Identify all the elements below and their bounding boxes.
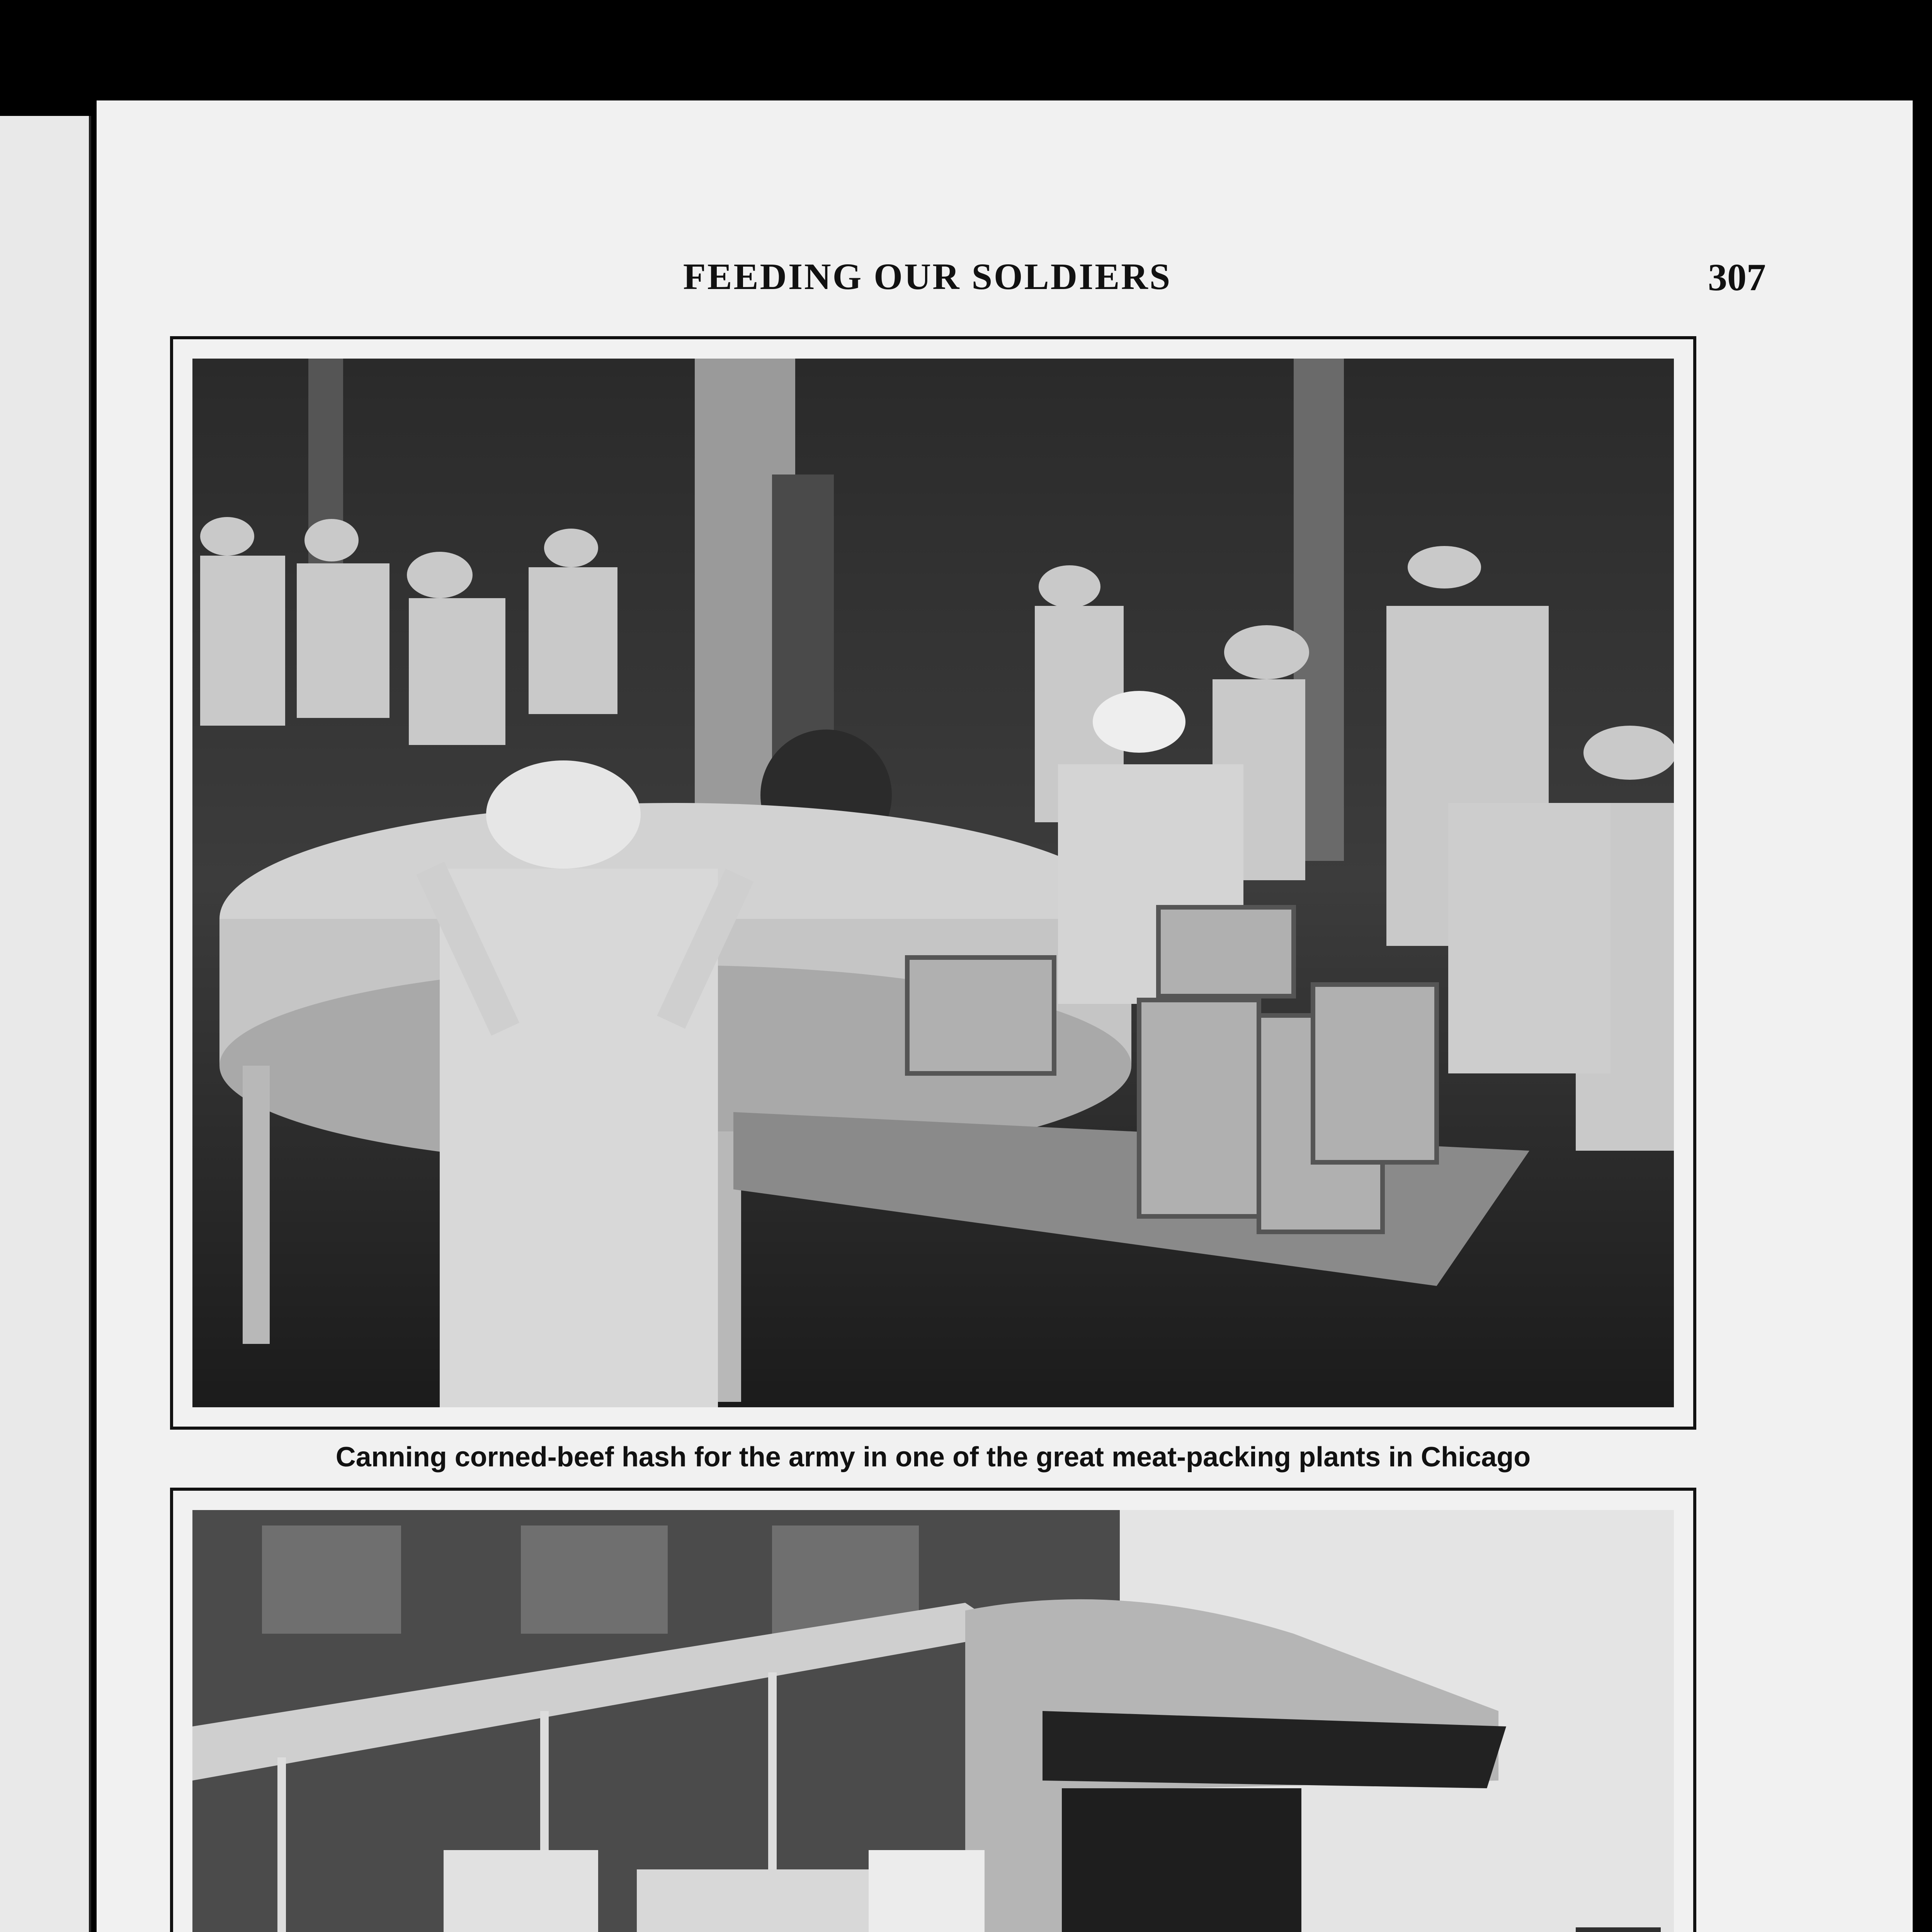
canning-factory-photo: [192, 359, 1674, 1407]
bread-maker-truck-photo: [192, 1510, 1674, 1932]
photo-frame-bread-truck: [170, 1488, 1696, 1932]
book-page: [97, 100, 1913, 1932]
bread-maker-truck-image: [192, 1510, 1674, 1932]
caption-canning: Canning corned-beef hash for the army in one of the great meat-packing plants in Chicago: [335, 1442, 1531, 1473]
running-title: FEEDING OUR SOLDIERS: [683, 256, 1172, 297]
page-number: 307: [1708, 256, 1766, 299]
facing-page-edge: [0, 116, 91, 1932]
photo-frame-canning: [170, 336, 1696, 1430]
page-header: [97, 255, 1913, 317]
canning-factory-image: [192, 359, 1674, 1407]
